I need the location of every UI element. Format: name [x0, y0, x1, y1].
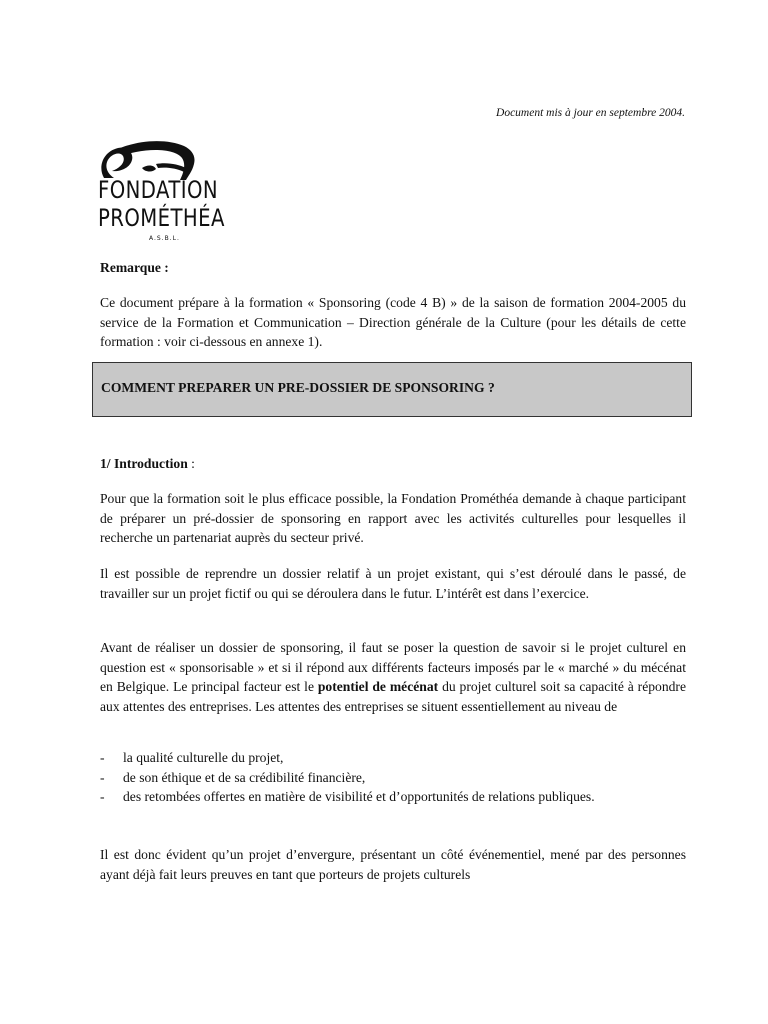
main-heading-box	[92, 362, 692, 417]
bullet-dash: -	[100, 789, 105, 804]
logo-word-promethea: PROMÉTHÉA	[98, 204, 225, 232]
remark-title: Remarque :	[100, 260, 169, 275]
section-title-suffix: :	[187, 456, 195, 471]
intro-paragraph-2: Il est possible de reprendre un dossier relatif à un projet existant, qui s’est déroulé dans le passé, de travailler sur un projet fictif ou qui se déroulera dans le futur. L’intérêt est dans l’exercice.	[100, 566, 686, 601]
bullet-dash: -	[100, 769, 105, 785]
section-title-text: 1/ Introduction	[100, 456, 188, 471]
main-heading: COMMENT PREPARER UN PRE-DOSSIER DE SPONSORING ?	[101, 380, 495, 395]
fondation-promethea-logo	[96, 138, 226, 250]
intro-paragraph-4: Il est donc évident qu’un projet d’envergure, présentant un côté événementiel, mené par des personnes ayant déjà fait leurs preuves en tant que porteurs de projets culturels	[100, 847, 686, 882]
paragraph-3-emphasis: potentiel de mécénat	[317, 679, 439, 694]
logo-asbl-tag: A.S.B.L.	[149, 235, 180, 242]
section-title-introduction	[100, 456, 195, 472]
list-item	[100, 748, 686, 768]
bullet-dash: -	[100, 750, 105, 765]
list-item	[100, 768, 686, 788]
list-item-text: de son éthique et de sa crédibilité financière,	[123, 769, 366, 785]
list-item-text: la qualité culturelle du projet,	[123, 750, 284, 765]
remark-text: Ce document prépare à la formation « Sponsoring (code 4 B) » de la saison de formation 2004-2005 du service de la Formation et Communication – Direction générale de la Culture (pour les détails de cette formation : voir ci-dessous en annexe 1).	[100, 295, 686, 349]
expectations-list	[100, 748, 686, 807]
intro-paragraph-1: Pour que la formation soit le plus efficace possible, la Fondation Prométhéa demande à chaque participant de préparer un pré-dossier de sponsoring en rapport avec les activités culturelles pour lesquelles il recherche un partenariat auprès du secteur privé.	[100, 491, 686, 545]
update-date-note: Document mis à jour en septembre 2004.	[496, 107, 685, 119]
intro-paragraph-3	[100, 638, 686, 716]
list-item-text: des retombées offertes en matière de visibilité et d’opportunités de relations publiques.	[123, 789, 595, 804]
list-item	[100, 787, 686, 807]
paragraph-3-end: du projet culturel soit sa capacité à répondre aux attentes des entreprises. Les attentes des entreprises se situent essentiellement au niveau de	[100, 679, 686, 714]
logo-word-fondation: FONDATION	[98, 176, 219, 204]
paragraph-3-start: Avant de réaliser un dossier de sponsoring, il faut se poser la question de savoir si le projet culturel en question est « sponsorisable » et si il répond aux différents facteurs imposés par le « marché » du mécénat en Belgique. Le principal facteur est le	[100, 640, 686, 694]
